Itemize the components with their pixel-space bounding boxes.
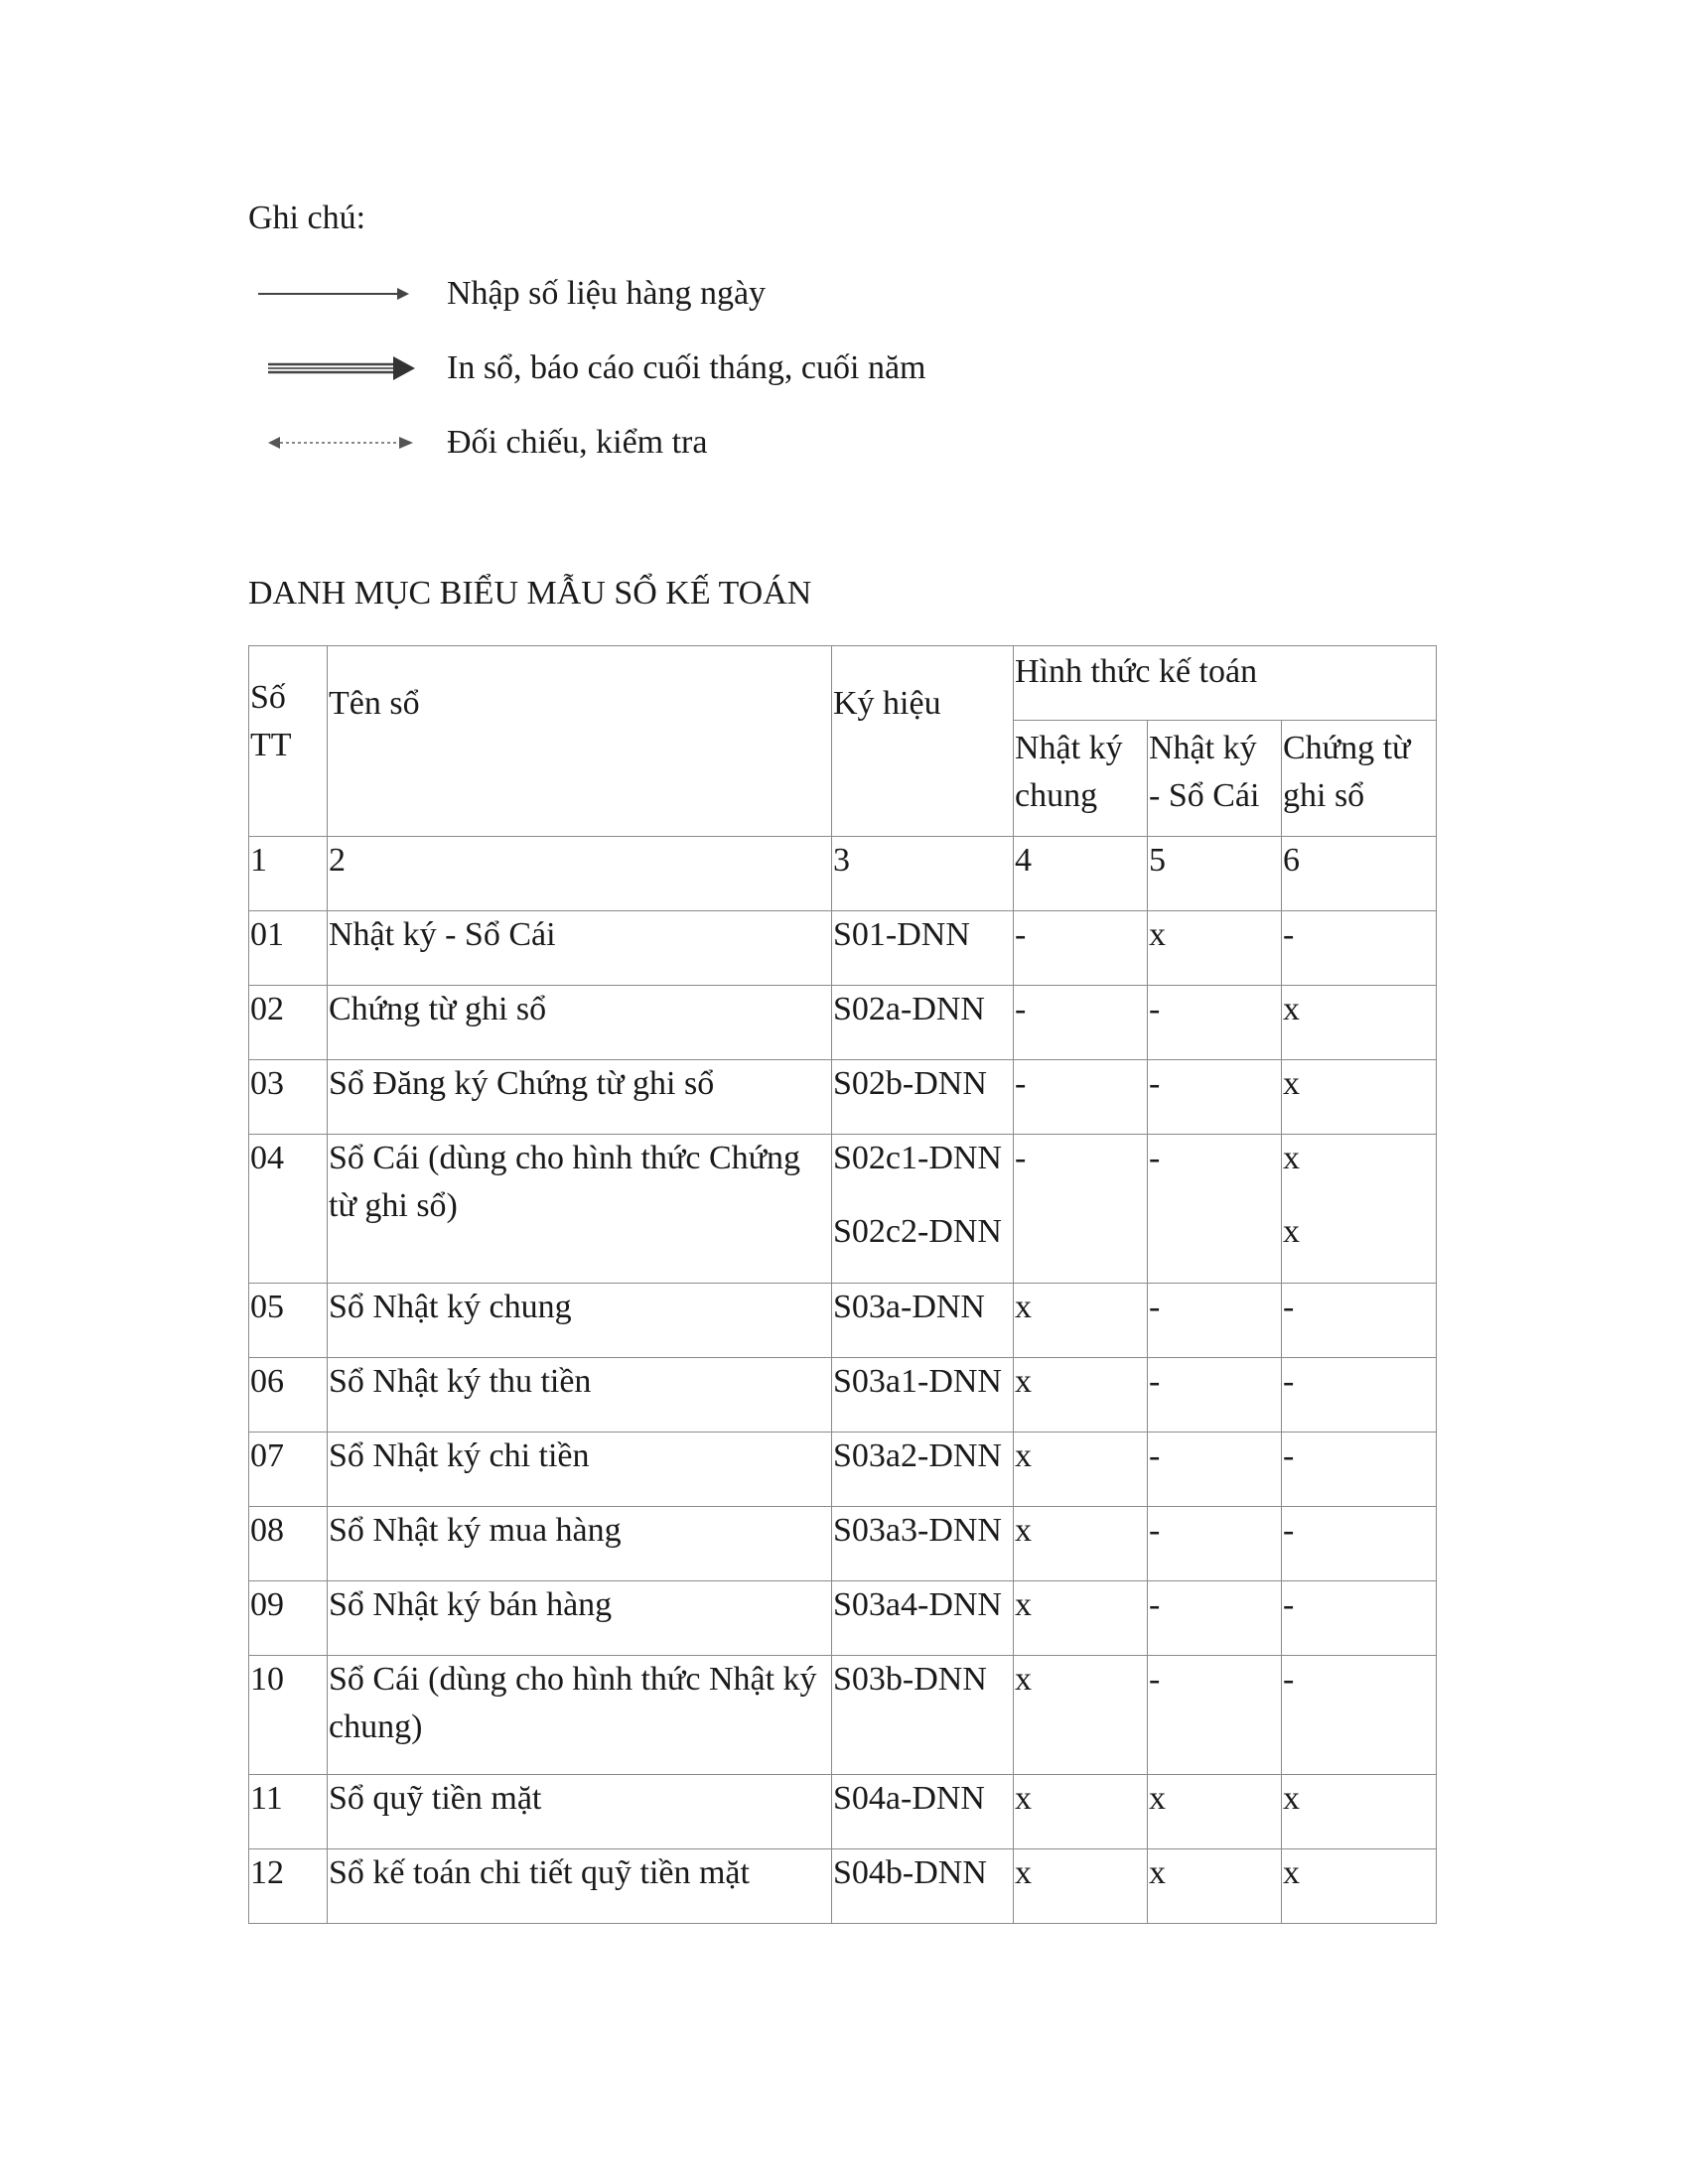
cell-voucher-book: - (1282, 1507, 1437, 1581)
cell-name: Sổ Nhật ký chi tiền (328, 1433, 832, 1507)
cell-general-journal: x (1014, 1849, 1148, 1924)
legend-row-reconcile (248, 423, 1142, 463)
cell-journal-ledger: - (1148, 1284, 1282, 1358)
cell-general-journal: x (1014, 1507, 1148, 1581)
cell-stt: 05 (249, 1284, 328, 1358)
cell-general-journal: x (1014, 1284, 1148, 1358)
cell-voucher-book: x (1282, 1775, 1437, 1849)
table-index-row (249, 837, 1437, 911)
cell-voucher-book: x (1282, 1060, 1437, 1135)
mark-line: x (1283, 1213, 1300, 1250)
cell-stt: 02 (249, 986, 328, 1060)
cell-name: Sổ kế toán chi tiết quỹ tiền mặt (328, 1849, 832, 1924)
mark-line: x (1283, 1140, 1300, 1176)
legend-row-print-report (248, 348, 1142, 388)
index-cell: 4 (1014, 837, 1148, 911)
cell-name: Sổ Cái (dùng cho hình thức Chứng từ ghi sổ) (328, 1135, 832, 1284)
cell-code: S01-DNN (832, 911, 1014, 986)
table-row (249, 1507, 1437, 1581)
cell-code: S03a3-DNN (832, 1507, 1014, 1581)
index-cell: 5 (1148, 837, 1282, 911)
cell-voucher-book: - (1282, 1581, 1437, 1656)
dotted-double-arrow-icon (248, 423, 417, 463)
header-name: Tên sổ (328, 646, 832, 837)
header-stt-line: TT (250, 727, 292, 763)
table-row (249, 1849, 1437, 1924)
cell-code: S02b-DNN (832, 1060, 1014, 1135)
index-cell: 1 (249, 837, 328, 911)
table-row (249, 1581, 1437, 1656)
cell-voucher-book: - (1282, 1656, 1437, 1775)
thin-arrow-icon (248, 274, 417, 314)
header-general-journal (1014, 721, 1148, 837)
cell-journal-ledger: - (1148, 1060, 1282, 1135)
header-accounting-form: Hình thức kế toán (1014, 646, 1437, 721)
header-code: Ký hiệu (832, 646, 1014, 837)
cell-journal-ledger: - (1148, 1358, 1282, 1433)
cell-name: Chứng từ ghi sổ (328, 986, 832, 1060)
cell-voucher-book: - (1282, 911, 1437, 986)
header-voucher-book (1282, 721, 1437, 837)
table-header-row (249, 646, 1437, 721)
cell-journal-ledger: - (1148, 1656, 1282, 1775)
legend-label-daily-entry: Nhập số liệu hàng ngày (447, 275, 767, 312)
cell-general-journal: x (1014, 1656, 1148, 1775)
cell-journal-ledger: - (1148, 1581, 1282, 1656)
table-row (249, 986, 1437, 1060)
cell-stt: 04 (249, 1135, 328, 1284)
cell-voucher-book: - (1282, 1284, 1437, 1358)
table-row (249, 1060, 1437, 1135)
ledger-form-table (248, 645, 1437, 1924)
cell-general-journal: - (1014, 911, 1148, 986)
cell-code: S04a-DNN (832, 1775, 1014, 1849)
cell-general-journal: - (1014, 986, 1148, 1060)
cell-general-journal: - (1014, 1135, 1148, 1284)
cell-voucher-book: x (1282, 986, 1437, 1060)
cell-name: Sổ Nhật ký bán hàng (328, 1581, 832, 1656)
cell-stt: 11 (249, 1775, 328, 1849)
header-line: chung (1015, 777, 1098, 814)
cell-code: S03a-DNN (832, 1284, 1014, 1358)
cell-name: Nhật ký - Sổ Cái (328, 911, 832, 986)
cell-stt: 12 (249, 1849, 328, 1924)
table-row (249, 1358, 1437, 1433)
cell-general-journal: x (1014, 1581, 1148, 1656)
cell-journal-ledger: x (1148, 911, 1282, 986)
table-row (249, 1775, 1437, 1849)
cell-general-journal: x (1014, 1775, 1148, 1849)
cell-stt: 10 (249, 1656, 328, 1775)
index-cell: 2 (328, 837, 832, 911)
double-arrow-icon (248, 348, 417, 388)
header-line: Chứng từ (1283, 730, 1411, 766)
cell-stt: 07 (249, 1433, 328, 1507)
cell-code: S03a4-DNN (832, 1581, 1014, 1656)
cell-name: Sổ Nhật ký chung (328, 1284, 832, 1358)
header-line: Nhật ký (1149, 730, 1257, 766)
cell-code: S03b-DNN (832, 1656, 1014, 1775)
cell-stt: 08 (249, 1507, 328, 1581)
legend-label-print-report: In sổ, báo cáo cuối tháng, cuối năm (447, 349, 926, 386)
table-row (249, 1656, 1437, 1775)
cell-stt: 06 (249, 1358, 328, 1433)
section-title: DANH MỤC BIỂU MẪU SỔ KẾ TOÁN (248, 575, 812, 612)
code-line: S02c2-DNN (833, 1213, 1002, 1250)
cell-name: Sổ Nhật ký thu tiền (328, 1358, 832, 1433)
index-cell: 6 (1282, 837, 1437, 911)
notes-title: Ghi chú: (248, 200, 366, 236)
cell-general-journal: x (1014, 1358, 1148, 1433)
cell-name: Sổ quỹ tiền mặt (328, 1775, 832, 1849)
cell-name: Sổ Cái (dùng cho hình thức Nhật ký chung) (328, 1656, 832, 1775)
cell-voucher-book (1282, 1135, 1437, 1284)
cell-general-journal: - (1014, 1060, 1148, 1135)
cell-journal-ledger: x (1148, 1775, 1282, 1849)
cell-voucher-book: x (1282, 1849, 1437, 1924)
cell-name: Sổ Nhật ký mua hàng (328, 1507, 832, 1581)
cell-stt: 01 (249, 911, 328, 986)
cell-voucher-book: - (1282, 1433, 1437, 1507)
cell-code: S03a1-DNN (832, 1358, 1014, 1433)
cell-code: S03a2-DNN (832, 1433, 1014, 1507)
header-line: - Sổ Cái (1149, 777, 1260, 814)
legend-label-reconcile: Đối chiếu, kiểm tra (447, 424, 708, 461)
index-cell: 3 (832, 837, 1014, 911)
header-stt (249, 646, 328, 837)
header-stt-line: Số (250, 679, 286, 716)
header-line: Nhật ký (1015, 730, 1123, 766)
cell-journal-ledger: - (1148, 1507, 1282, 1581)
header-journal-ledger (1148, 721, 1282, 837)
legend-row-daily-entry (248, 274, 1142, 314)
cell-stt: 03 (249, 1060, 328, 1135)
cell-code: S02a-DNN (832, 986, 1014, 1060)
cell-stt: 09 (249, 1581, 328, 1656)
table-row (249, 1433, 1437, 1507)
cell-voucher-book: - (1282, 1358, 1437, 1433)
cell-general-journal: x (1014, 1433, 1148, 1507)
cell-journal-ledger: - (1148, 1135, 1282, 1284)
cell-code: S04b-DNN (832, 1849, 1014, 1924)
table-row (249, 1284, 1437, 1358)
cell-journal-ledger: - (1148, 1433, 1282, 1507)
code-line: S02c1-DNN (833, 1140, 1002, 1176)
cell-journal-ledger: - (1148, 986, 1282, 1060)
table-row (249, 911, 1437, 986)
cell-journal-ledger: x (1148, 1849, 1282, 1924)
table-row (249, 1135, 1437, 1284)
cell-code (832, 1135, 1014, 1284)
header-line: ghi sổ (1283, 777, 1365, 814)
cell-name: Sổ Đăng ký Chứng từ ghi sổ (328, 1060, 832, 1135)
